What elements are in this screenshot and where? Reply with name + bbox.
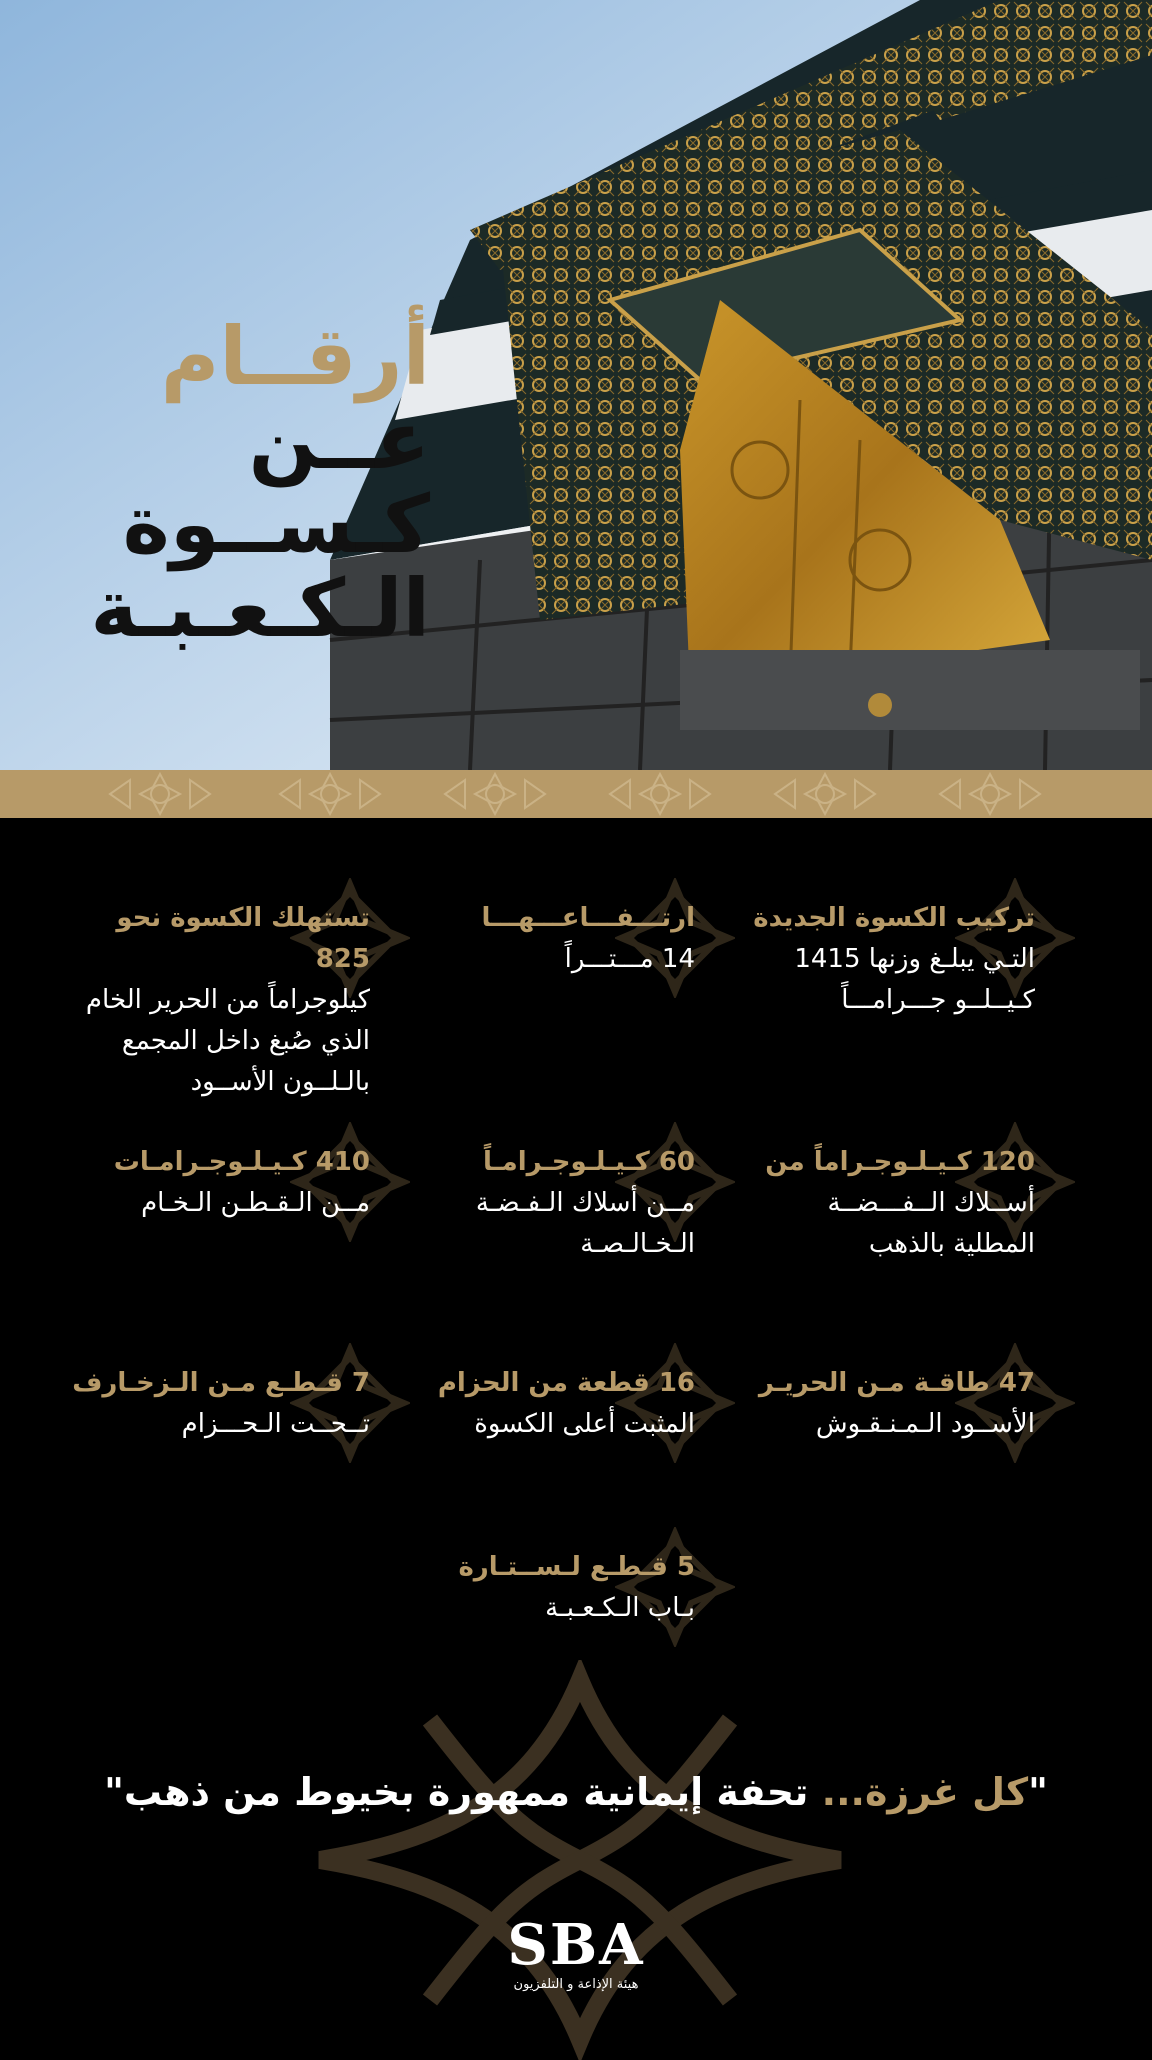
fact-line: التـي يبلـغ وزنها 1415	[794, 944, 1035, 974]
geometric-pattern-icon	[0, 770, 1152, 818]
fact-line: مــن الـقـطـن الـخـام	[141, 1188, 370, 1218]
geometric-pattern-band	[0, 770, 1152, 818]
fact-item	[385, 1363, 695, 1445]
logo-subtitle: هيئة الإذاعة و التلفزيون	[513, 1977, 639, 1992]
fact-item	[60, 1363, 370, 1445]
sba-logo	[476, 1912, 676, 1992]
fact-line: بـاب الـكـعـبـة	[545, 1593, 695, 1623]
fact-item	[60, 1142, 370, 1224]
hero-image	[0, 0, 1152, 770]
title-word-kiswa: كـســوة	[122, 478, 430, 571]
fact-line: 14 مـــتـــراً	[564, 944, 695, 974]
fact-line: الـخـالـصـة	[580, 1229, 695, 1259]
fact-item	[385, 1547, 695, 1629]
fact-line: أســلاك الــفـــضــة	[827, 1188, 1035, 1218]
page-title	[60, 310, 430, 655]
fact-line: الذي صُبغ داخل المجمع	[121, 1026, 370, 1056]
quote-open-mark: "	[1028, 1770, 1048, 1814]
fact-line: بالـلــون الأســود	[190, 1067, 370, 1097]
fact-line: الأســود الـمـنـقـوش	[815, 1409, 1035, 1439]
star-outline-icon	[300, 1660, 860, 2060]
fact-head: تستهلك الكسوة نحو 825	[116, 903, 370, 974]
title-word-kaaba: الـكـعـبـة	[90, 562, 430, 655]
title-word-about: عــن	[248, 394, 430, 487]
fact-line: المثبت أعلى الكسوة	[474, 1409, 695, 1439]
title-word-numbers: أرقــام	[160, 310, 430, 403]
fact-head: 47 طاقـة مـن الحريـر	[758, 1368, 1035, 1398]
quote-gold-text: كل غرزة...	[821, 1770, 1029, 1814]
fact-item	[60, 898, 370, 1103]
fact-head: 60 كـيـلـوجـرامـاً	[482, 1147, 695, 1177]
fact-line: كيلوجراماً من الحرير الخام	[85, 985, 370, 1015]
fact-line: مــن أسلاك الـفـضـة	[475, 1188, 695, 1218]
fact-head: 7 قـطـع مـن الـزخـارف	[72, 1368, 370, 1398]
fact-head: 120 كـيـلـوجـراماً من	[765, 1147, 1035, 1177]
fact-item	[725, 1363, 1035, 1445]
quote-close-mark: "	[104, 1770, 124, 1814]
logo-name: SBA	[507, 1912, 645, 1978]
fact-item	[385, 898, 695, 980]
fact-head: 5 قـطـع لـســتـارة	[458, 1552, 695, 1582]
fact-item	[725, 898, 1035, 1021]
fact-item	[385, 1142, 695, 1265]
quote-white-text: تحفة إيمانية ممهورة بخيوط من ذهب	[123, 1770, 822, 1814]
fact-head: ارتـــفـــاعـــهـــا	[481, 903, 695, 933]
fact-item	[725, 1142, 1035, 1265]
fact-line: تــحــت الـحـــزام	[181, 1409, 370, 1439]
fact-line: كـيــلــو جـــرامـــاً	[841, 985, 1035, 1015]
fact-head: 410 كـيـلـوجـرامـات	[113, 1147, 370, 1177]
fact-line: المطلية بالذهب	[868, 1229, 1035, 1259]
fact-head: تركيب الكسوة الجديدة	[753, 903, 1035, 933]
fact-head: 16 قطعة من الحزام	[437, 1368, 695, 1398]
closing-quote	[0, 1770, 1152, 1814]
